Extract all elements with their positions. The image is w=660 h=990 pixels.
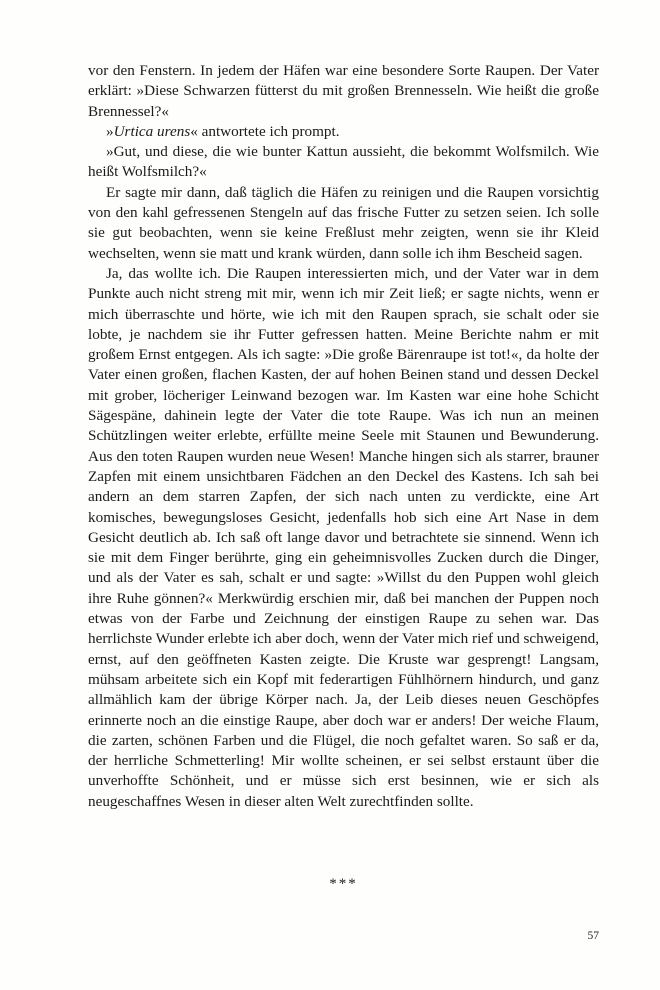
dialogue-paragraph: »Gut, und diese, die wie bunter Kattun aussieht, die bekommt Wolfsmilch. Wie heißt Wolfsmilch?« <box>88 143 599 181</box>
page-number: 57 <box>587 930 599 942</box>
quote-open: » <box>106 122 114 140</box>
text-paragraph-continuation: vor den Fenstern. In jedem der Häfen war eine besondere Sorte Raupen. Der Vater erklärt: »Diese Schwarzen fütterst du mit großen Brennesseln. Wie heißt die große Brennessel?« <box>88 62 599 120</box>
quote-close: « <box>190 122 198 140</box>
section-separator: *** <box>329 876 358 892</box>
page-text <box>88 61 599 812</box>
species-name-italic: Urtica urens <box>113 122 191 140</box>
text-paragraph: Er sagte mir dann, daß täglich die Häfen zu reinigen und die Raupen vorsichtig von den kahl gefressenen Stengeln auf das frische Futter zu setzen seien. Ich solle sie gut beobachten, wenn sie keine Freßlust mehr zeigten, wenn sie ihr Kleid wechselten, wenn sie matt und krank würden, dann solle ich ihm Bescheid sagen. <box>88 183 599 262</box>
dialogue-rest: antwortete ich prompt. <box>197 122 340 140</box>
text-paragraph: Ja, das wollte ich. Die Raupen interessierten mich, und der Vater war in dem Punkte auch nicht streng mit mir, wenn ich mir Zeit ließ; er sagte nichts, wenn er mich überraschte und hörte, wie ich mit den Raupen sprach, sie schalt oder sie lobte, je nachdem sie ihr Futter gefressen hatten. Meine Berichte nahm er mit großem Ernst entgegen. Als ich sagte: »Die große Bärenraupe ist tot!«, da holte der Vater einen großen, flachen Kasten, der auf hohen Beinen stand und dessen Deckel mit grober, löcheriger Leinwand bezogen war. Im Kasten war eine hohe Schicht Sägespäne, dahinein legte der Vater die tote Raupe. Was ich nun an meinen Schützlingen weiter erlebte, erfüllte meine Seele mit Staunen und Bewunderung. Aus den toten Raupen wurden neue Wesen! Manche hingen sich als starrer, brauner Zapfen mit einem unsichtbaren Fädchen an den Deckel des Kastens. Ich sah bei andern an dem starren Zapfen, der sich nach unten zu verdickte, eine Art komisches, bewegungsloses Gesicht, jedenfalls hob sich eine Art Nase in dem Gesicht deutlich ab. Ich saß oft lange davor und betrachtete sie sinnend. Wenn ich sie mit dem Finger berührte, ging ein geheimnisvolles Zucken durch die Dinger, und als der Vater es sah, schalt er und sagte: »Willst du den Puppen wohl gleich ihre Ruhe gönnen?« Merkwürdig erschien mir, daß bei manchen der Puppen noch etwas von der Farbe und Zeichnung der einstigen Raupe zu sehen war. Das herrlichste Wunder erlebte ich aber doch, wenn der Vater mich rief und schweigend, ernst, auf den geöffneten Kasten zeigte. Die Kruste war gesprengt! Langsam, mühsam arbeitete sich ein Kopf mit federartigen Fühlhörnern hindurch, und ganz allmählich kam der übrige Körper nach. Ja, der Leib dieses neuen Geschöpfes erinnerte noch an die einstige Raupe, aber doch war er anders! Der weiche Flaum, die zarten, schönen Farben und die Flügel, die noch gefaltet waren. So saß er da, der herrliche Schmetterling! Mir wollte scheinen, er sei selbst erstaunt über die unverhoffte Schönheit, und er müsse sich erst besinnen, wie er sich als neugeschaffnes Wesen in dieser alten Welt zurechtfinden sollte. <box>88 264 599 810</box>
dialogue-paragraph <box>88 122 599 142</box>
